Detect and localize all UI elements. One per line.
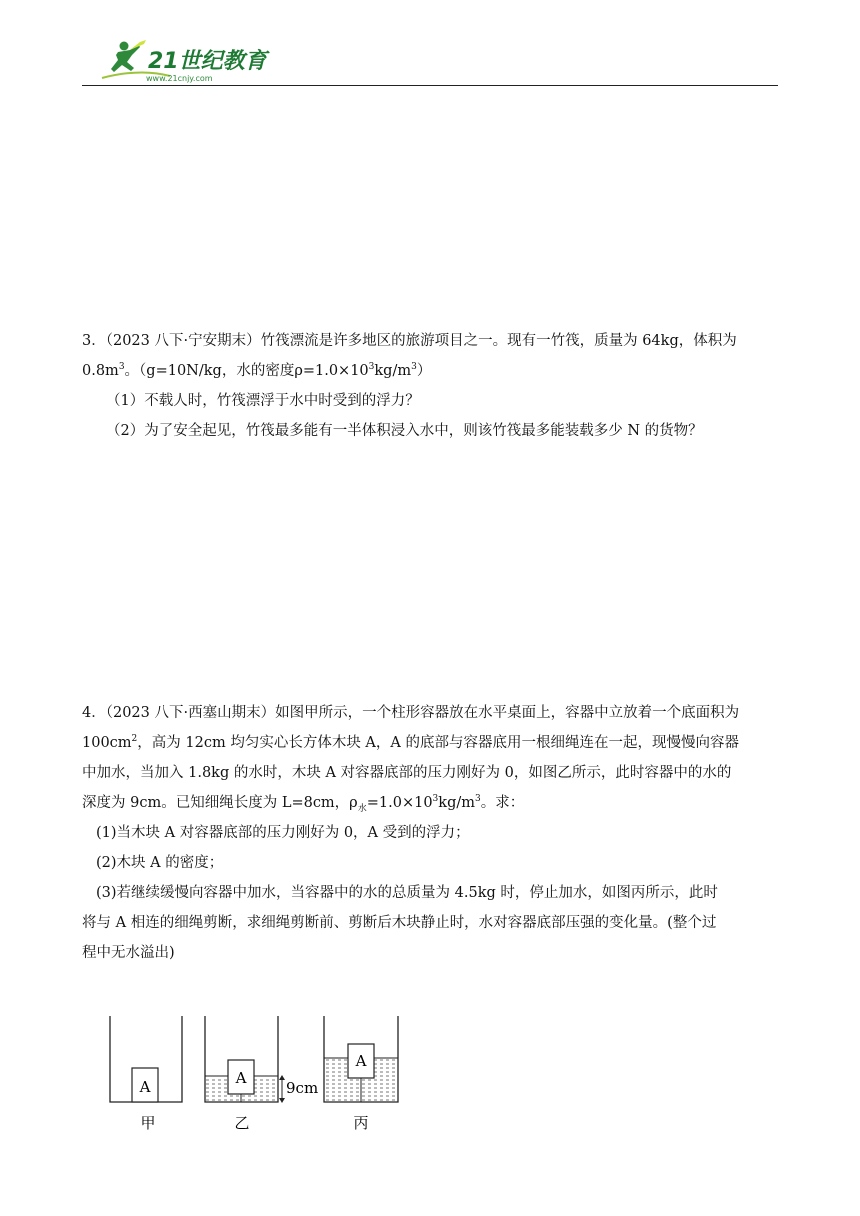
container-jia — [110, 1016, 182, 1132]
label-yi: 乙 — [234, 1114, 250, 1132]
q4-stem-line2: $100cm^2$，高为 12cm 均匀实心长方体木块 A，A 的底部与容器底用一根细绳连在一起，现慢慢向容器 — [82, 734, 739, 751]
question-3 — [82, 326, 782, 446]
q4-stem-line3: 中加水，当加入 1.8kg 的水时，木块 A 对容器底部的压力刚好为 0，如图乙所示，此时容器中的水的 — [82, 765, 732, 781]
q4-sub1: (1)当木块 A 对容器底部的压力刚好为 0，A 受到的浮力； — [96, 825, 470, 841]
q3-stem-line1: 3．（2023 八下·宁安期末）竹筏漂流是许多地区的旅游项目之一。现有一竹筏，质量为 64kg，体积为 — [82, 333, 737, 349]
label-jia: 甲 — [140, 1114, 156, 1132]
q4-sub3-line1: (3)若继续缓慢向容器中加水，当容器中的水的总质量为 4.5kg 时，停止加水，如图丙所示，此时 — [96, 885, 718, 901]
container-bing — [324, 1016, 398, 1132]
q3-sub1: （1）不载人时，竹筏漂浮于水中时受到的浮力？ — [106, 393, 420, 409]
question-4 — [82, 698, 782, 968]
block-a-label-bing: A — [355, 1052, 367, 1070]
q4-sub3-line2: 将与 A 相连的细绳剪断，求细绳剪断前、剪断后木块静止时，水对容器底部压强的变化量。(整个过 — [82, 915, 717, 931]
block-a-label-yi: A — [235, 1069, 247, 1087]
svg-text:www.21cnjy.com: www.21cnjy.com — [146, 74, 213, 83]
q3-stem-line2: $0.8m^3$。（g=10N/kg，水的密度$\rho=1.0\times 10^3kg/m^3$） — [82, 362, 432, 379]
q4-sub3-line3: 程中无水溢出) — [82, 945, 175, 961]
q3-sub2: （2）为了安全起见，竹筏最多能有一半体积浸入水中，则该竹筏最多能装载多少 N 的货物？ — [106, 423, 703, 439]
svg-text:21世纪教育: 21世纪教育 — [148, 49, 267, 74]
q4-stem-line1: 4．（2023 八下·西塞山期末）如图甲所示，一个柱形容器放在水平桌面上，容器中立放着一个底面积为 — [82, 705, 740, 721]
header-rule — [82, 85, 778, 86]
q4-sub2: (2)木块 A 的密度； — [96, 855, 224, 871]
container-figure — [104, 1010, 424, 1140]
label-bing: 丙 — [353, 1114, 369, 1132]
depth-label: 9cm — [286, 1079, 319, 1097]
logo-21cnjy — [100, 38, 280, 86]
page-header — [100, 38, 778, 86]
container-yi — [205, 1016, 318, 1132]
block-a-label-jia: A — [139, 1078, 151, 1096]
q4-stem-line4: 深度为 9cm。已知细绳长度为 L=8cm，$\rho_水=1.0\times 10^3kg/m^3$。求： — [82, 794, 525, 814]
